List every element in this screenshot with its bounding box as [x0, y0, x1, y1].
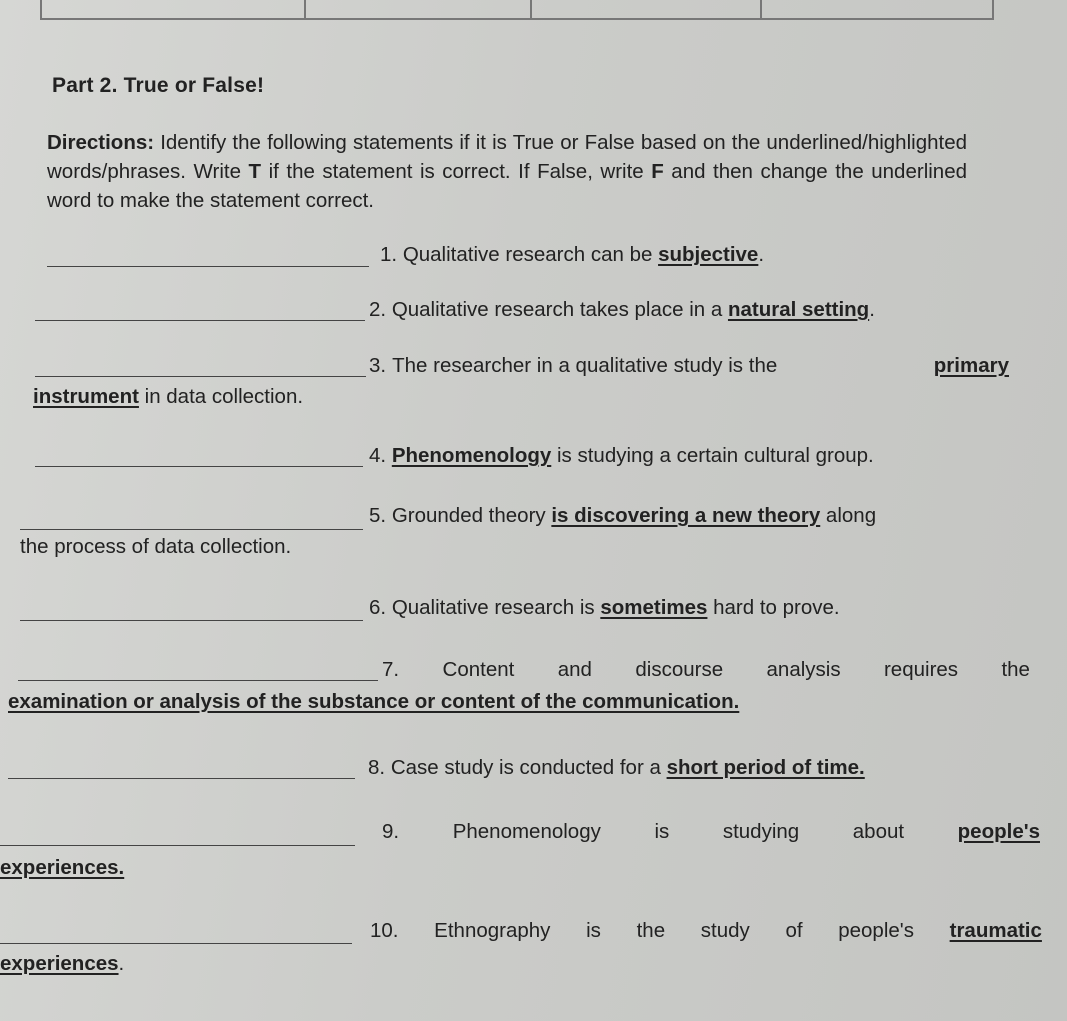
- statement-number: 3.: [369, 354, 387, 377]
- answer-blank-3[interactable]: [35, 376, 366, 377]
- underlined-term: subjective: [658, 243, 759, 266]
- statement-word: analysis: [766, 658, 841, 681]
- statement-8: [368, 756, 865, 780]
- statement-word: people's: [838, 919, 914, 942]
- answer-blank-4[interactable]: [35, 466, 363, 467]
- statement-text: along: [820, 504, 877, 527]
- statement-word: is: [586, 919, 601, 942]
- statement-word: of: [785, 919, 803, 942]
- statement-6: [369, 596, 840, 620]
- directions-paragraph: [47, 128, 967, 215]
- statement-4: [369, 444, 874, 468]
- statement-text: .: [869, 298, 875, 321]
- table-divider: [530, 0, 532, 18]
- section-heading: Part 2. True or False!: [52, 74, 265, 97]
- statement-word: study: [700, 919, 750, 942]
- underlined-term: traumatic: [949, 919, 1042, 942]
- statement-text-part: The researcher in a qualitative study is the: [392, 354, 778, 377]
- statement-1: [380, 243, 764, 267]
- statement-word: is: [654, 820, 670, 843]
- directions-text: if the statement is correct. If False, write: [261, 160, 652, 183]
- statement-7-continuation: [8, 690, 739, 714]
- answer-blank-6[interactable]: [20, 620, 363, 621]
- answer-blank-8[interactable]: [8, 778, 355, 779]
- statement-number: 4.: [369, 444, 387, 467]
- underlined-term: natural setting: [727, 298, 870, 321]
- true-letter: T: [248, 160, 262, 183]
- underlined-term: people's: [957, 820, 1040, 843]
- statement-9-continuation: [0, 856, 124, 880]
- statement-text: Qualitative research can be: [402, 243, 659, 266]
- underlined-term: sometimes: [600, 596, 708, 619]
- statement-5-continuation: the process of data collection.: [20, 535, 292, 558]
- statement-text: is studying a certain cultural group.: [551, 444, 874, 467]
- answer-blank-2[interactable]: [35, 320, 365, 321]
- answer-blank-7[interactable]: [18, 680, 378, 681]
- statement-number: 10.: [370, 919, 399, 942]
- statement-number: 7.: [382, 658, 400, 681]
- statement-7: [382, 658, 1030, 682]
- statement-2: [369, 298, 875, 322]
- statement-number: 1.: [380, 243, 398, 266]
- statement-number: 2.: [369, 298, 387, 321]
- statement-number: 8.: [368, 756, 386, 779]
- statement-word: Content: [442, 658, 515, 681]
- directions-text: Identify the following statements if it is True or False based on the underlined/highlighted words/phrases. Write: [47, 131, 967, 183]
- statement-9: [382, 820, 1040, 844]
- answer-blank-5[interactable]: [20, 529, 363, 530]
- header-table-edge: [40, 0, 994, 20]
- false-letter: F: [651, 160, 664, 183]
- underlined-term: Phenomenology: [391, 444, 552, 467]
- underlined-term: is discovering a new theory: [551, 504, 821, 527]
- statement-word: Ethnography: [434, 919, 551, 942]
- answer-blank-9[interactable]: [0, 845, 355, 846]
- underlined-term: short period of time.: [666, 756, 865, 779]
- underlined-term: examination or analysis of the substance or content of the communication.: [8, 690, 740, 713]
- statement-10: [370, 919, 1042, 943]
- directions-text: and then change the underlined word to make the statement correct.: [47, 160, 968, 212]
- statement-3: [369, 354, 1009, 378]
- answer-blank-1[interactable]: [47, 266, 369, 267]
- statement-text: hard to prove.: [707, 596, 840, 619]
- statement-3-continuation: [33, 385, 303, 409]
- statement-text: .: [758, 243, 765, 266]
- statement-word: about: [852, 820, 905, 843]
- underlined-term: instrument: [33, 385, 139, 408]
- answer-blank-10[interactable]: [0, 943, 352, 944]
- directions-label: Directions:: [47, 131, 155, 154]
- statement-text: Qualitative research takes place in a: [391, 298, 728, 321]
- table-divider: [760, 0, 762, 18]
- statement-text: .: [118, 952, 125, 975]
- statement-word: the: [636, 919, 666, 942]
- statement-text: in data collection.: [138, 385, 304, 408]
- statement-word: Phenomenology: [452, 820, 601, 843]
- statement-number: 5.: [369, 504, 387, 527]
- statement-word: discourse: [635, 658, 724, 681]
- statement-10-continuation: [0, 952, 124, 976]
- statement-text: Qualitative research is: [391, 596, 601, 619]
- underlined-term: primary: [933, 354, 1009, 377]
- statement-text: Grounded theory: [391, 504, 552, 527]
- statement-number: 6.: [369, 596, 387, 619]
- underlined-term: experiences: [0, 952, 119, 975]
- statement-text: [392, 354, 1009, 378]
- underlined-term: experiences.: [0, 856, 125, 879]
- statement-5: [369, 504, 876, 528]
- statement-word: and: [557, 658, 592, 681]
- statement-number: 9.: [382, 820, 400, 843]
- statement-word: requires: [883, 658, 959, 681]
- statement-word: studying: [722, 820, 800, 843]
- statement-text: Case study is conducted for a: [390, 756, 667, 779]
- table-divider: [304, 0, 306, 18]
- statement-word: the: [1001, 658, 1030, 681]
